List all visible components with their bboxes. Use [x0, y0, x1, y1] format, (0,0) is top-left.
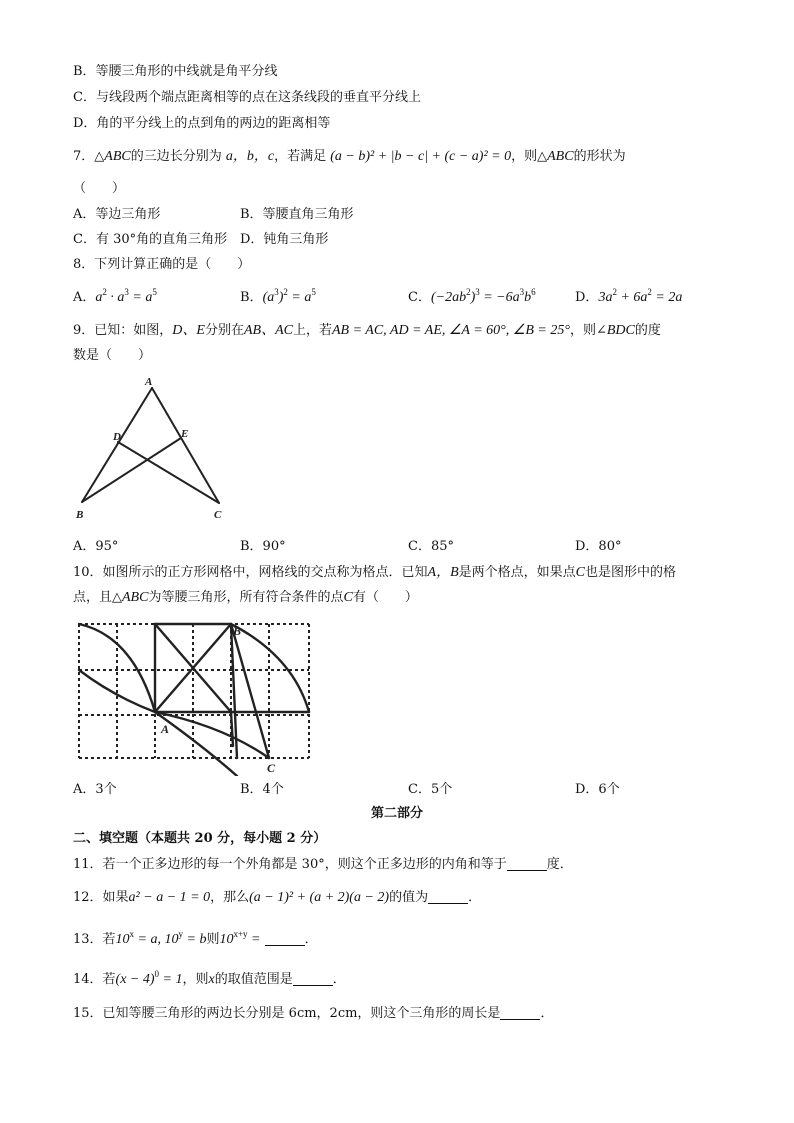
q8-stem: 8．下列计算正确的是（ ） — [73, 257, 251, 272]
q6-option-c: C．与线段两个端点距离相等的点在这条线段的垂直平分线上 — [73, 90, 421, 105]
q9-label-e: E — [181, 428, 189, 440]
q9-option-a: A．95° — [73, 539, 119, 554]
q10-option-a: A．3个 — [73, 782, 117, 797]
q9-label-a: A — [145, 376, 153, 388]
q7-answer-paren: （ ） — [73, 181, 126, 196]
q8-option-b: B．$(a^3)^2 = a^5$ — [240, 287, 316, 305]
q7-option-c: C．有 30°角的直角三角形 — [73, 232, 228, 247]
q9-triangle-figure — [73, 372, 233, 522]
q13-answer-blank[interactable] — [265, 931, 305, 946]
q14-answer-blank[interactable] — [293, 971, 333, 986]
q10-label-c: C — [267, 761, 276, 775]
q12: 12．如果a² − a − 1 = 0，那么(a − 1)² + (a + 2)(a − 2)的值为 ． — [73, 890, 482, 905]
q6-option-d: D．角的平分线上的点到角的两边的距离相等 — [73, 116, 331, 131]
q14: 14．若$(x - 4)^0 = 1$，则x的取值范围是 ． — [73, 969, 346, 987]
q10-grid-figure — [73, 616, 323, 776]
q9-option-c: C．85° — [408, 539, 454, 554]
q6-option-b: B．等腰三角形的中线就是角平分线 — [73, 64, 278, 79]
q9-label-b: B — [76, 509, 84, 521]
q10-stem-line1: 10．如图所示的正方形网格中，网格线的交点称为格点．已知A，B是两个格点，如果点C也是图形中的格 — [73, 565, 677, 580]
q9-label-c: C — [214, 509, 222, 521]
q9-option-d: D．80° — [575, 539, 622, 554]
q10-label-b: B — [233, 624, 242, 638]
q10-label-a: A — [161, 722, 170, 736]
q8-option-d: D．$3a^2 + 6a^2 = 2a$ — [575, 287, 683, 305]
q8-option-a: A．$a^2 \cdot a^3 = a^5$ — [73, 287, 157, 305]
q9-stem: 9．已知：如图，D、E分别在AB、AC上，若AB = AC, AD = AE, ∠A = 60°, ∠B = 25°，则∠BDC的度 — [73, 323, 661, 338]
q7-option-b: B．等腰直角三角形 — [240, 207, 354, 222]
q9-stem-line2: 数是（ ） — [73, 348, 152, 363]
q7-option-a: A．等边三角形 — [73, 207, 161, 222]
q7-stem: 7．△ABC的三边长分别为 a，b，c，若满足 (a − b)² + |b − c| + (c − a)² = 0，则△ABC的形状为 — [73, 149, 626, 164]
q15-answer-blank[interactable] — [500, 1005, 540, 1020]
part-two-heading: 第二部分 — [370, 806, 423, 821]
q10-stem-line2: 点，且△ABC为等腰三角形，所有符合条件的点C有（ ） — [73, 590, 418, 605]
section-fill-in-heading: 二、填空题（本题共 20 分，每小题 2 分） — [73, 831, 327, 846]
q8-option-c: C．$(-2ab^2)^3 = -6a^3b^6$ — [408, 287, 536, 305]
q9-option-b: B．90° — [240, 539, 286, 554]
q13: 13．若$10^x = a$, $10^y = b$则$10^{x+y}$ = ． — [73, 929, 318, 947]
q10-option-d: D．6个 — [575, 782, 620, 797]
q7-option-d: D．钝角三角形 — [240, 232, 329, 247]
q11: 11．若一个正多边形的每一个外角都是 30°，则这个正多边形的内角和等于 度． — [73, 857, 573, 872]
q10-option-c: C．5个 — [408, 782, 453, 797]
q7-formula: (a − b)² + |b − c| + (c − a)² = 0 — [330, 149, 512, 164]
q10-option-b: B．4个 — [240, 782, 284, 797]
q11-answer-blank[interactable] — [507, 856, 547, 871]
q12-answer-blank[interactable] — [428, 889, 468, 904]
q9-label-d: D — [113, 431, 121, 443]
q15: 15．已知等腰三角形的两边长分别是 6cm，2cm，则这个三角形的周长是 ． — [73, 1006, 554, 1021]
